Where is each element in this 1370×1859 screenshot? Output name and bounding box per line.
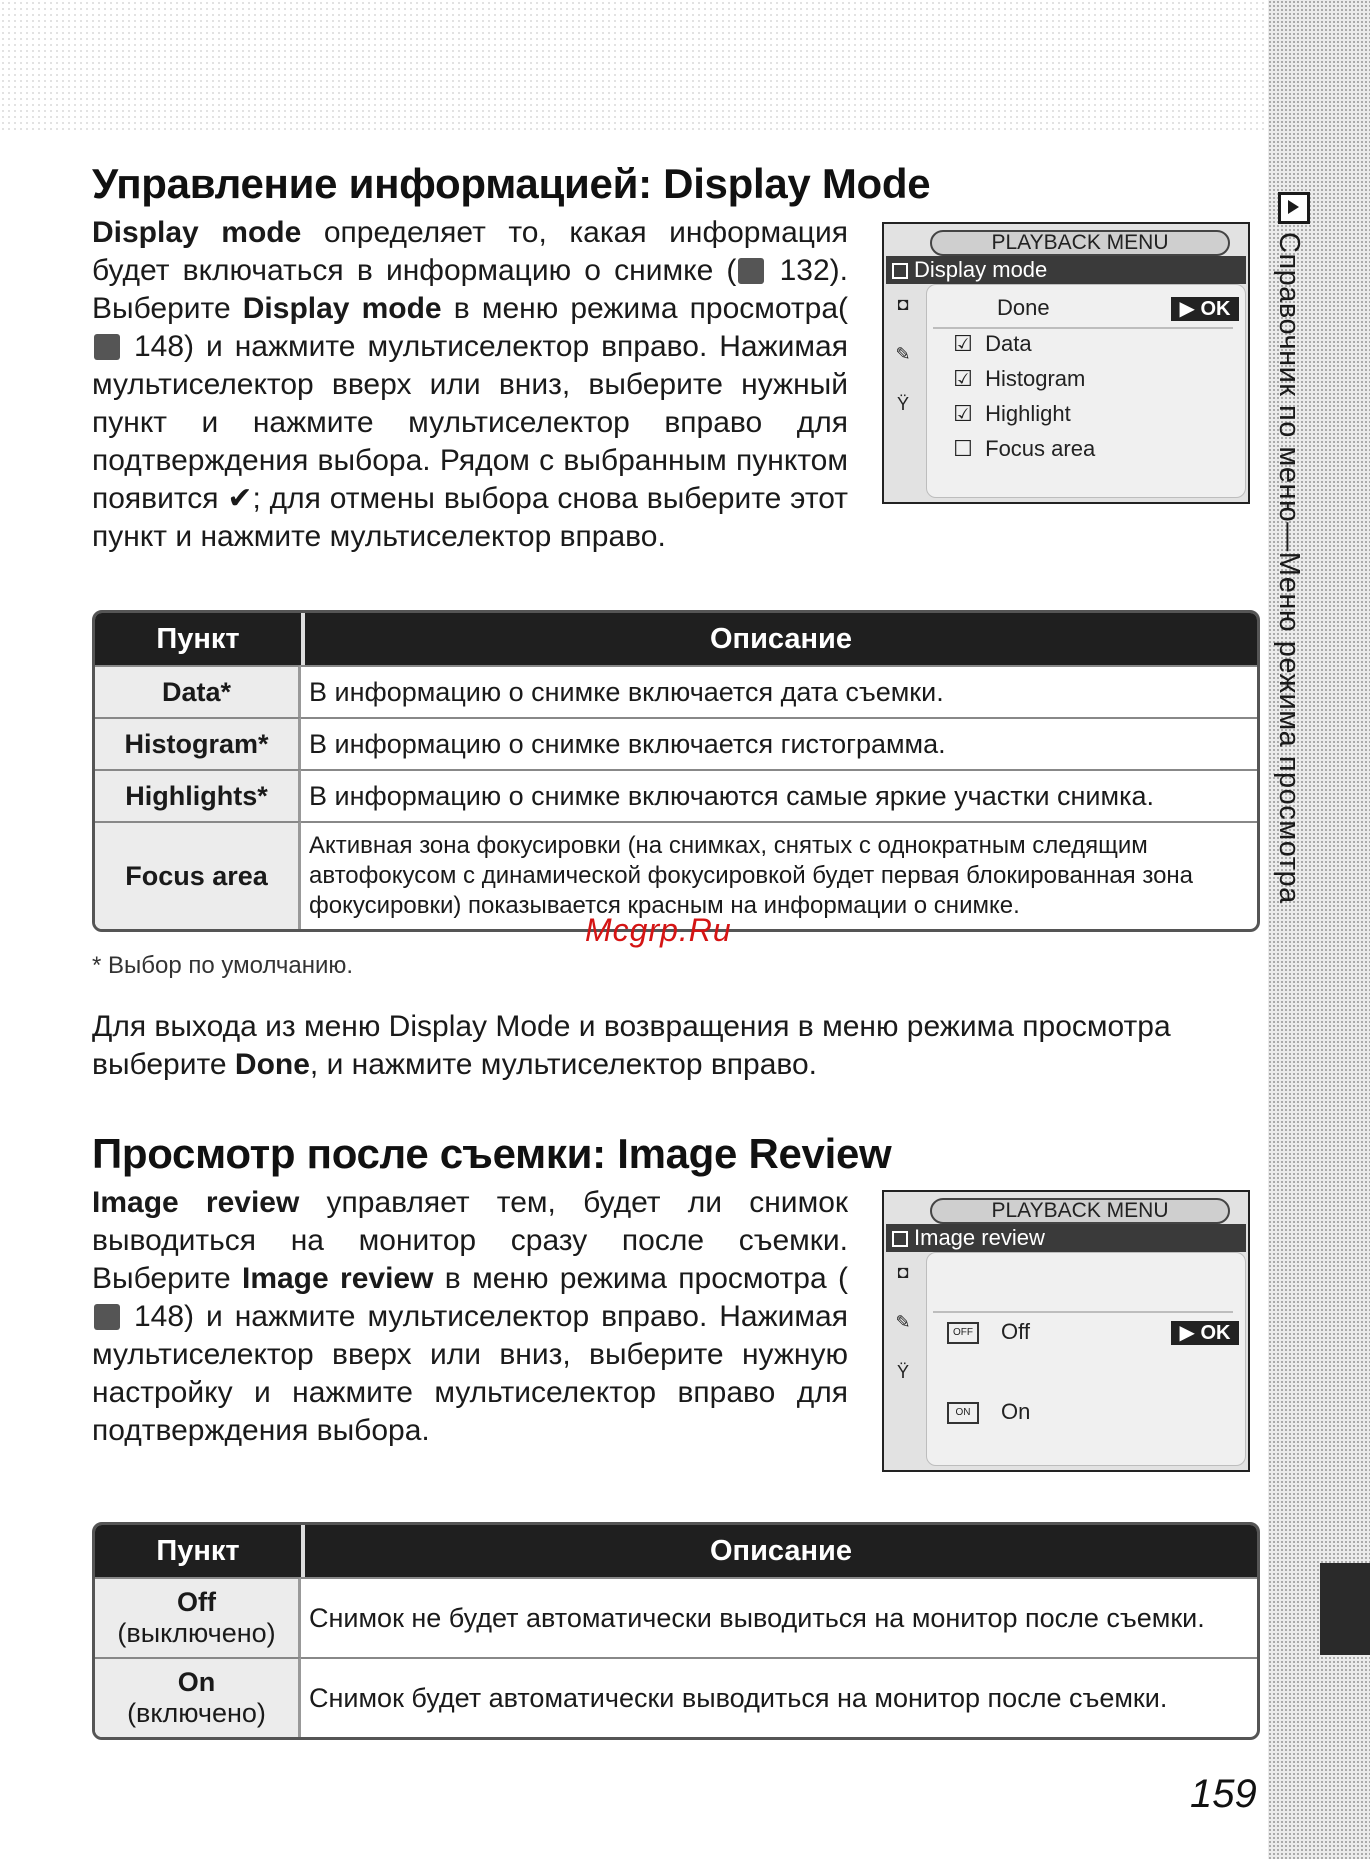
option-focus-area[interactable]	[947, 434, 1095, 464]
table-header-description: Описание	[301, 1525, 1257, 1577]
table-cell-item	[95, 1657, 301, 1737]
table-cell-item: Histogram*	[95, 717, 301, 769]
submenu-title: Display mode	[886, 256, 1246, 284]
reference-icon	[94, 334, 120, 360]
bold-term: Image review	[92, 1186, 300, 1219]
footnote: * Выбор по умолчанию.	[92, 952, 354, 979]
text-run: , и нажмите мультиселектор вправо.	[309, 1048, 818, 1081]
table-cell-item: Focus area	[95, 821, 301, 929]
display-mode-screen	[882, 222, 1250, 504]
menu-tabs	[888, 294, 918, 444]
text-run: управляет тем, будет ли снимок выводиться на монитор сразу после съемки. Выберите	[92, 1186, 849, 1295]
section2-title: Просмотр после съемки: Image Review	[92, 1130, 892, 1177]
table-cell-description: В информацию о снимке включается дата съемки.	[301, 665, 1257, 717]
done-option[interactable]: Done	[997, 295, 1050, 320]
text-run: в меню режима просмотра (	[433, 1262, 849, 1295]
checkbox-icon: ☑	[953, 331, 973, 356]
table-cell-item: Highlights*	[95, 769, 301, 821]
checkbox-icon: ☐	[953, 436, 973, 461]
separator	[933, 1311, 1233, 1313]
option-label: Off	[1001, 1319, 1030, 1344]
reference-icon	[738, 258, 764, 284]
playback-icon	[1278, 192, 1310, 224]
image-review-table	[92, 1522, 1260, 1740]
review-off-icon: OFF	[947, 1322, 979, 1344]
checkbox-icon: ☑	[953, 401, 973, 426]
table-cell-description: Снимок будет автоматически выводиться на монитор после съемки.	[301, 1657, 1257, 1737]
menu-panel	[926, 1252, 1246, 1466]
exit-instructions	[92, 1008, 1260, 1084]
table-header-item: Пункт	[95, 613, 301, 665]
checkbox-icon: ☑	[953, 366, 973, 391]
camera-icon: ◘	[897, 294, 909, 314]
option-highlight[interactable]	[947, 399, 1071, 429]
reference-icon	[94, 1304, 120, 1330]
menu-tabs	[888, 1262, 918, 1412]
menu-title: PLAYBACK MENU	[930, 1198, 1230, 1224]
scan-noise	[0, 0, 1370, 130]
table-row	[95, 769, 1257, 821]
table-cell-item: Data*	[95, 665, 301, 717]
table-header-item: Пункт	[95, 1525, 301, 1577]
camera-icon: ◘	[897, 1262, 909, 1282]
item-name: On	[177, 1667, 216, 1697]
image-review-screen	[882, 1190, 1250, 1472]
section1-title: Управление информацией: Display Mode	[92, 160, 931, 207]
pencil-icon: ✎	[895, 344, 911, 364]
side-index-marker	[1320, 1563, 1370, 1655]
text-run: 148) и нажмите мультиселектор вправо. Нажимая мультиселектор вверх или вниз, выберите нужный пункт и нажмите мультиселектор вправо для подтверждения выбора. Рядом с выбранным пунктом появится ✔; для отмены выбора снова выберите этот пункт и нажмите мультиселектор вправо.	[92, 330, 848, 553]
option-histogram[interactable]	[947, 364, 1085, 394]
option-data[interactable]	[947, 329, 1032, 359]
option-off[interactable]	[947, 1317, 1030, 1347]
table-header-description: Описание	[301, 613, 1257, 665]
item-name: Off	[177, 1587, 216, 1617]
option-label: On	[1001, 1399, 1031, 1424]
wrench-icon: Ϋ	[896, 1362, 909, 1382]
bold-term: Display mode	[92, 216, 302, 249]
bold-term: Done	[234, 1048, 310, 1081]
text-run: Для выхода из меню Display Mode и возвращения в меню режима просмотра выберите	[92, 1010, 1171, 1081]
page-number: 159	[1190, 1772, 1257, 1816]
review-on-icon: ON	[947, 1402, 979, 1424]
table-row	[95, 717, 1257, 769]
table-cell-description: Активная зона фокусировки (на снимках, снятых с однократным следящим автофокусом с динамической фокусировкой будет первая блокированная зона фокусировки) показывается красным на информации о снимке.	[301, 821, 1257, 929]
section2-paragraph	[92, 1184, 848, 1450]
submenu-title: Image review	[886, 1224, 1246, 1252]
item-subtitle: (включено)	[127, 1698, 266, 1728]
wrench-icon: Ϋ	[896, 394, 909, 414]
menu-title: PLAYBACK MENU	[930, 230, 1230, 256]
ok-indicator: ▶ OK	[1171, 297, 1239, 321]
option-label: Focus area	[985, 436, 1096, 461]
option-label: Histogram	[985, 366, 1086, 391]
table-row	[95, 1577, 1257, 1657]
table-row	[95, 1657, 1257, 1737]
option-label: Data	[985, 331, 1032, 356]
table-cell-item	[95, 1577, 301, 1657]
text-run: 148) и нажмите мультиселектор вправо. Нажимая мультиселектор вверх или вниз, выберите нужную настройку и нажмите мультиселектор вправо для подтверждения выбора.	[92, 1300, 848, 1447]
bold-term: Display mode	[242, 292, 442, 325]
item-subtitle: (выключено)	[117, 1618, 276, 1648]
text-run: в меню режима просмотра(	[441, 292, 848, 325]
ok-indicator: ▶ OK	[1171, 1321, 1239, 1345]
menu-panel	[926, 284, 1246, 498]
table-cell-description: В информацию о снимке включается гистограмма.	[301, 717, 1257, 769]
table-row	[95, 665, 1257, 717]
option-label: Highlight	[985, 401, 1071, 426]
option-on[interactable]	[947, 1397, 1030, 1427]
section1-paragraph	[92, 214, 848, 556]
text-run: 132). Выберите	[92, 254, 849, 325]
pencil-icon: ✎	[895, 1312, 911, 1332]
table-cell-description: Снимок не будет автоматически выводиться на монитор после съемки.	[301, 1577, 1257, 1657]
side-section-title: Справочник по меню—Меню режима просмотра	[1273, 232, 1305, 904]
watermark: Mcgrp.Ru	[585, 912, 732, 948]
bold-term: Image review	[241, 1262, 434, 1295]
display-mode-table	[92, 610, 1260, 932]
text-run: определяет то, какая информация будет включаться в информацию о снимке (	[92, 216, 848, 287]
table-cell-description: В информацию о снимке включаются самые яркие участки снимка.	[301, 769, 1257, 821]
